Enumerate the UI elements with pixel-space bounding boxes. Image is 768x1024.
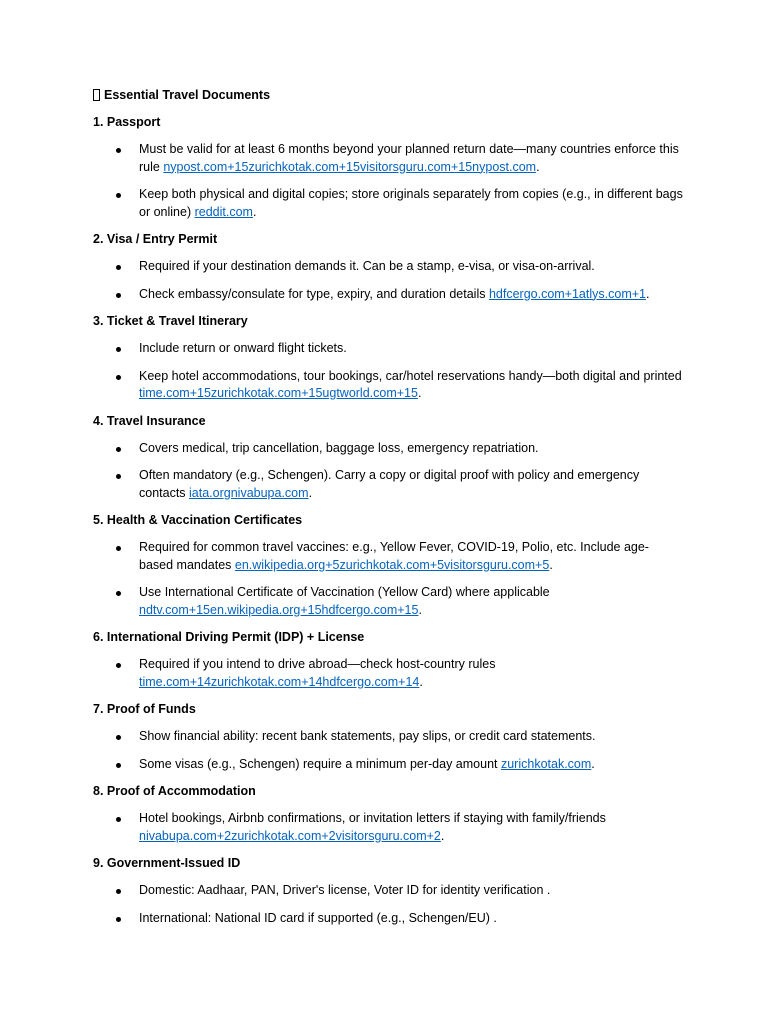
section-heading: 8. Proof of Accommodation — [93, 784, 256, 798]
source-link[interactable]: time.com+14zurichkotak.com+14hdfcergo.com+14 — [139, 674, 420, 689]
trailing-punctuation: . — [417, 386, 422, 400]
section-heading: 9. Government-Issued ID — [93, 856, 241, 870]
list-item — [93, 141, 683, 176]
bullet-list — [93, 656, 683, 691]
list-item-text: Some visas (e.g., Schengen) require a minimum per-day amount — [139, 756, 501, 771]
list-item — [93, 340, 683, 358]
trailing-punctuation: . — [440, 828, 445, 843]
list-item — [93, 882, 683, 900]
document-page — [93, 87, 683, 937]
list-item — [93, 810, 683, 845]
bullet-icon — [116, 293, 121, 298]
list-item-text: International: National ID card if supported (e.g., Schengen/EU) . — [139, 910, 497, 925]
section-heading: 3. Ticket & Travel Itinerary — [93, 314, 248, 328]
bullet-list — [93, 728, 683, 773]
source-link[interactable]: ndtv.com+15en.wikipedia.org+15hdfcergo.com+15 — [139, 602, 419, 617]
list-item-text: Required if you intend to drive abroad—check host-country rules — [139, 657, 496, 671]
list-item — [93, 584, 683, 619]
bullet-icon — [116, 148, 121, 153]
section-heading: 1. Passport — [93, 115, 161, 129]
list-item-text: Keep hotel accommodations, tour bookings, car/hotel reservations handy—both digital and printed — [139, 368, 682, 383]
document-title-text: Essential Travel Documents — [104, 88, 271, 102]
section-heading: 2. Visa / Entry Permit — [93, 232, 218, 246]
bullet-list — [93, 141, 683, 221]
bullet-icon — [116, 889, 121, 894]
trailing-punctuation: . — [591, 756, 595, 771]
source-link[interactable]: nypost.com+15zurichkotak.com+15visitorsguru.com+15nypost.com — [163, 159, 537, 174]
list-item-text: Use International Certificate of Vaccination (Yellow Card) where applicable — [139, 585, 550, 599]
list-item — [93, 286, 683, 304]
bullet-icon — [116, 735, 121, 740]
source-link[interactable]: hdfcergo.com+1atlys.com+1 — [488, 286, 646, 301]
list-item — [93, 728, 683, 746]
bullet-icon — [116, 265, 121, 270]
trailing-punctuation: . — [418, 602, 422, 617]
sections-container — [93, 114, 683, 927]
list-item-text: Must be valid for at least 6 months beyond your planned return date—many countries enforce this rule — [139, 142, 679, 174]
source-link[interactable]: reddit.com — [194, 204, 253, 219]
section-heading: 7. Proof of Funds — [93, 702, 196, 716]
bullet-icon — [116, 347, 121, 352]
list-item — [93, 467, 683, 502]
list-item-text: Covers medical, trip cancellation, baggage loss, emergency repatriation. — [139, 440, 539, 455]
bullet-icon — [116, 917, 121, 922]
bullet-list — [93, 258, 683, 303]
list-item — [93, 440, 683, 458]
bullet-icon — [116, 663, 121, 668]
section-heading: 6. International Driving Permit (IDP) + License — [93, 630, 365, 644]
list-item-text: Keep both physical and digital copies; store originals separately from copies (e.g., in different bags or online) — [139, 187, 683, 219]
bullet-icon — [116, 817, 121, 822]
list-item-text: Include return or onward flight tickets. — [139, 341, 347, 355]
source-link[interactable]: iata.orgnivabupa.com — [189, 485, 309, 500]
trailing-punctuation: . — [419, 674, 423, 689]
list-item-text: Hotel bookings, Airbnb confirmations, or invitation letters if staying with family/friends — [139, 811, 606, 825]
list-item — [93, 756, 683, 774]
bullet-list — [93, 810, 683, 845]
list-item — [93, 368, 683, 403]
list-item — [93, 258, 683, 276]
list-item — [93, 539, 683, 574]
list-item — [93, 656, 683, 691]
bullet-list — [93, 440, 683, 503]
trailing-punctuation: . — [549, 557, 553, 572]
list-item-text: Show financial ability: recent bank statements, pay slips, or credit card statements. — [139, 729, 596, 743]
list-item-text: Required for common travel vaccines: e.g., Yellow Fever, COVID-19, Polio, etc. Include age-based mandates — [139, 540, 649, 572]
section-heading: 5. Health & Vaccination Certificates — [93, 513, 303, 527]
bullet-list — [93, 539, 683, 619]
document-title — [93, 87, 683, 104]
bullet-icon — [116, 546, 121, 551]
list-item — [93, 186, 683, 221]
list-item — [93, 910, 683, 928]
list-item-text: Domestic: Aadhaar, PAN, Driver's license, Voter ID for identity verification . — [139, 883, 551, 897]
box-glyph-icon — [93, 89, 100, 101]
bullet-icon — [116, 591, 121, 596]
bullet-icon — [116, 763, 121, 768]
trailing-punctuation: . — [308, 485, 313, 500]
list-item-text: Required if your destination demands it. Can be a stamp, e-visa, or visa-on-arrival. — [139, 259, 595, 273]
bullet-icon — [116, 474, 121, 479]
trailing-punctuation: . — [645, 286, 650, 301]
bullet-icon — [116, 193, 121, 198]
bullet-icon — [116, 375, 121, 380]
list-item-text: Often mandatory (e.g., Schengen). Carry a copy or digital proof with policy and emergency contacts — [139, 468, 640, 500]
section-heading: 4. Travel Insurance — [93, 413, 206, 428]
source-link[interactable]: nivabupa.com+2zurichkotak.com+2visitorsguru.com+2 — [139, 828, 441, 843]
list-item-text: Check embassy/consulate for type, expiry, and duration details — [139, 286, 489, 301]
bullet-icon — [116, 447, 121, 452]
bullet-list — [93, 340, 683, 403]
source-link[interactable]: en.wikipedia.org+5zurichkotak.com+5visitorsguru.com+5 — [234, 557, 550, 572]
source-link[interactable]: time.com+15zurichkotak.com+15ugtworld.com+15 — [139, 386, 418, 400]
bullet-list — [93, 882, 683, 927]
trailing-punctuation: . — [536, 159, 540, 174]
trailing-punctuation: . — [252, 204, 257, 219]
source-link[interactable]: zurichkotak.com — [500, 756, 592, 771]
